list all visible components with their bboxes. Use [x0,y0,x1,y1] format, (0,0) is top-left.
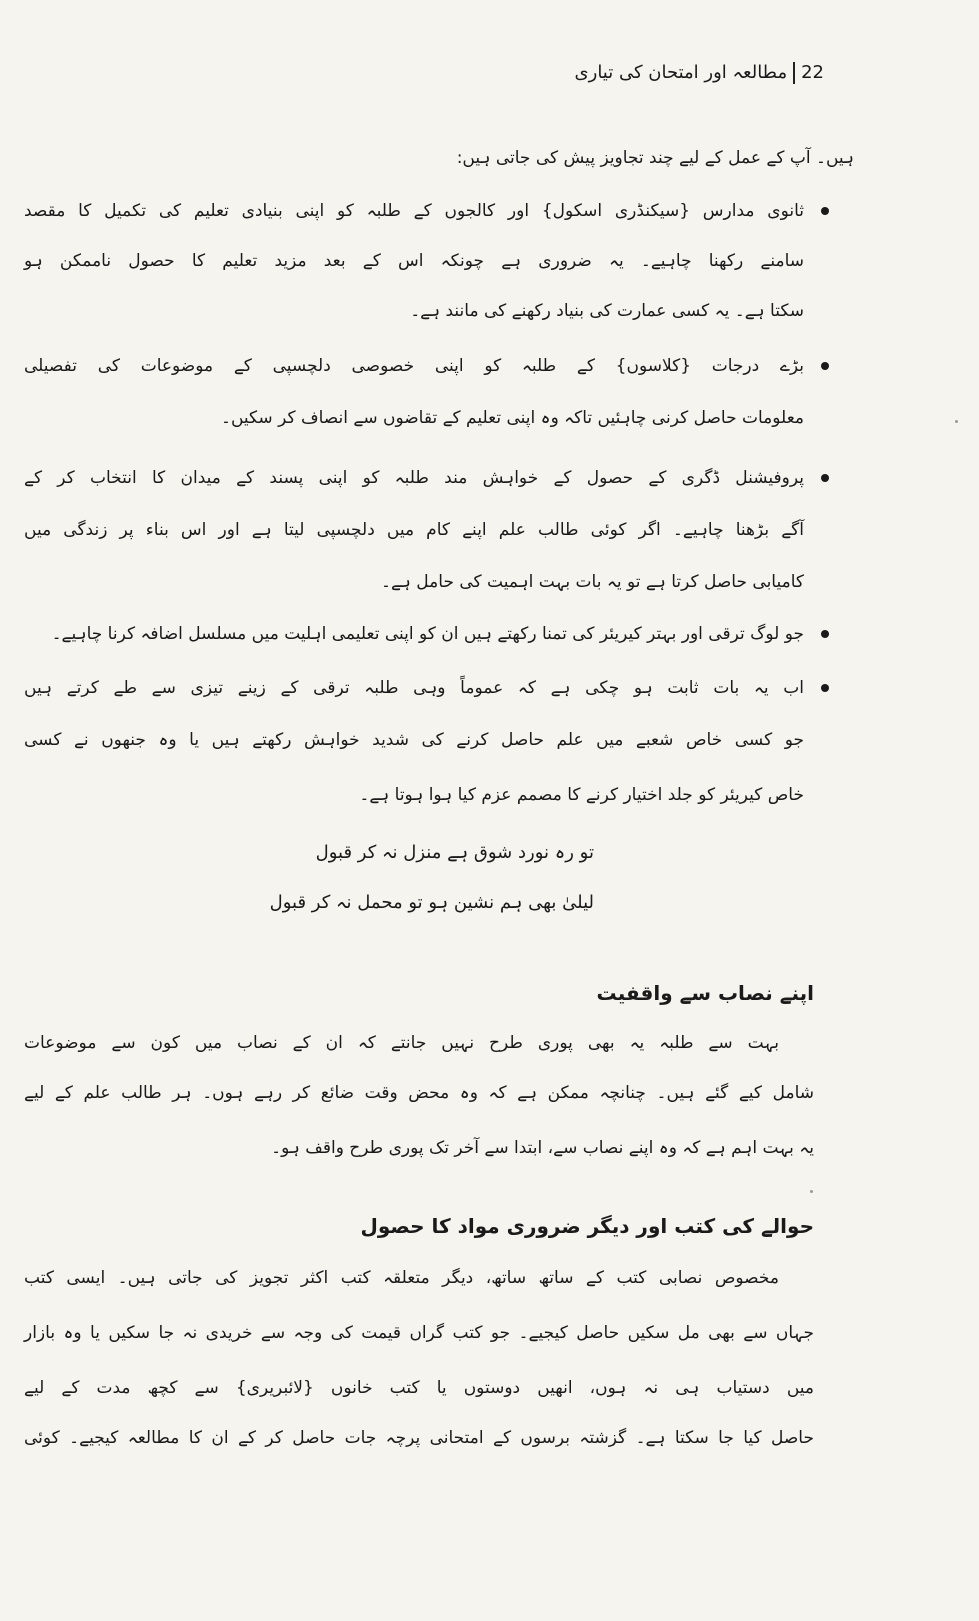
scan-speck [955,420,958,423]
bullet-4-text-1: جو لوگ ترقی اور بہتر کیریئر کی تمنا رکھتے ہیں ان کو اپنی تعلیمی اہلیت میں مسلسل اضافہ کرنا چاہیے۔ [51,624,804,644]
header-divider [793,62,795,84]
chapter-title: مطالعہ اور امتحان کی تیاری [574,62,788,83]
page-body [24,143,854,1473]
running-header [575,62,824,84]
bullet-icon [821,207,829,215]
bullet-icon [821,474,829,482]
section-heading-syllabus: اپنے نصاب سے واقفیت [596,981,814,1005]
section-2-line-3: میں دستیاب ہی نہ ہوں، انھیں دوستوں یا کتب خانوں {لائبریری} سے کچھ مدت کے لیے [24,1378,814,1398]
bullet-1-line-3: سکتا ہے۔ یہ کسی عمارت کی بنیاد رکھنے کی مانند ہے۔ [410,301,804,321]
bullet-icon [821,630,829,638]
bullet-2-line-2: معلومات حاصل کرنی چاہئیں تاکہ وہ اپنی تعلیم کے تقاضوں سے انصاف کر سکیں۔ [221,408,804,428]
intro-line: ہیں۔ آپ کے عمل کے لیے چند تجاویز پیش کی جاتی ہیں: [456,148,854,168]
section-1-line-2: شامل کیے گئے ہیں۔ چنانچہ ممکن ہے کہ وہ محض وقت ضائع کر رہے ہوں۔ ہر طالب علم کے لیے [24,1083,814,1103]
page-number: 22 [801,62,824,83]
section-1-line-1: بہت سے طلبہ یہ بھی پوری طرح نہیں جانتے کہ ان کے نصاب میں کون سے موضوعات [24,1033,779,1053]
bullet-2-text-1: بڑے درجات {کلاسوں} کے طلبہ کو اپنی خصوصی دلچسپی کے موضوعات کی تفصیلی [24,356,804,376]
bullet-icon [821,684,829,692]
bullet-icon [821,362,829,370]
bullet-1-line-1 [24,196,829,246]
bullet-1-text-1: ثانوی مدارس {سیکنڈری اسکول} اور کالجوں کے طلبہ کو اپنی بنیادی تعلیم کی تکمیل کا مقصد [24,201,804,221]
bullet-5-line-1 [24,673,829,725]
section-2-line-2: جہاں سے بھی مل سکیں حاصل کیجیے۔ جو کتب گراں قیمت کی وجہ سے خریدی نہ جا سکیں یا وہ بازار [24,1323,814,1343]
section-2-line-1: مخصوص نصابی کتب کے ساتھ ساتھ، دیگر متعلقہ کتب اکثر تجویز کی جاتی ہیں۔ ایسی کتب [24,1268,779,1288]
poetry-line-2: لیلیٰ بھی ہم نشین ہو تو محمل نہ کر قبول [269,892,594,913]
bullet-3-line-1 [24,463,829,515]
bullet-5-text-1: اب یہ بات ثابت ہو چکی ہے کہ عموماً وہی طلبہ ترقی کے زینے تیزی سے طے کرتے ہیں [24,678,804,698]
bullet-1-line-2: سامنے رکھنا چاہیے۔ یہ ضروری ہے چونکہ اس کے بعد مزید تعلیم کا حصول ناممکن ہو [24,251,804,271]
section-1-line-3: یہ بہت اہم ہے کہ وہ اپنے نصاب سے، ابتدا سے آخر تک پوری طرح واقف ہو۔ [271,1138,814,1158]
bullet-3-line-2: آگے بڑھنا چاہیے۔ اگر کوئی طالب علم اپنے کام میں دلچسپی لیتا ہے اور اس بناء پر زندگی میں [24,520,804,540]
bullet-3-line-3: کامیابی حاصل کرتا ہے تو یہ بات بہت اہمیت کی حامل ہے۔ [381,572,804,592]
bullet-4-line-1 [24,619,829,673]
section-heading-reference-books: حوالے کی کتب اور دیگر ضروری مواد کا حصول [360,1214,814,1238]
bullet-2-line-1 [24,351,829,403]
bullet-5-line-3: خاص کیریئر کو جلد اختیار کرنے کا مصمم عزم کیا ہوا ہوتا ہے۔ [359,785,804,805]
bullet-3-text-1: پروفیشنل ڈگری کے حصول کے خواہش مند طلبہ کو اپنی پسند کے میدان کا انتخاب کر کے [24,468,804,488]
bullet-5-line-2: جو کسی خاص شعبے میں علم حاصل کرنے کی شدید خواہش رکھتے ہیں یا وہ جنھوں نے کسی [24,730,804,750]
poetry-line-1: تو رہ نورد شوق ہے منزل نہ کر قبول [315,842,594,863]
section-2-line-4: حاصل کیا جا سکتا ہے۔ گزشتہ برسوں کے امتحانی پرچہ جات حاصل کر کے ان کا مطالعہ کیجیے۔ کوئی [24,1428,814,1448]
scan-speck [810,1190,813,1193]
